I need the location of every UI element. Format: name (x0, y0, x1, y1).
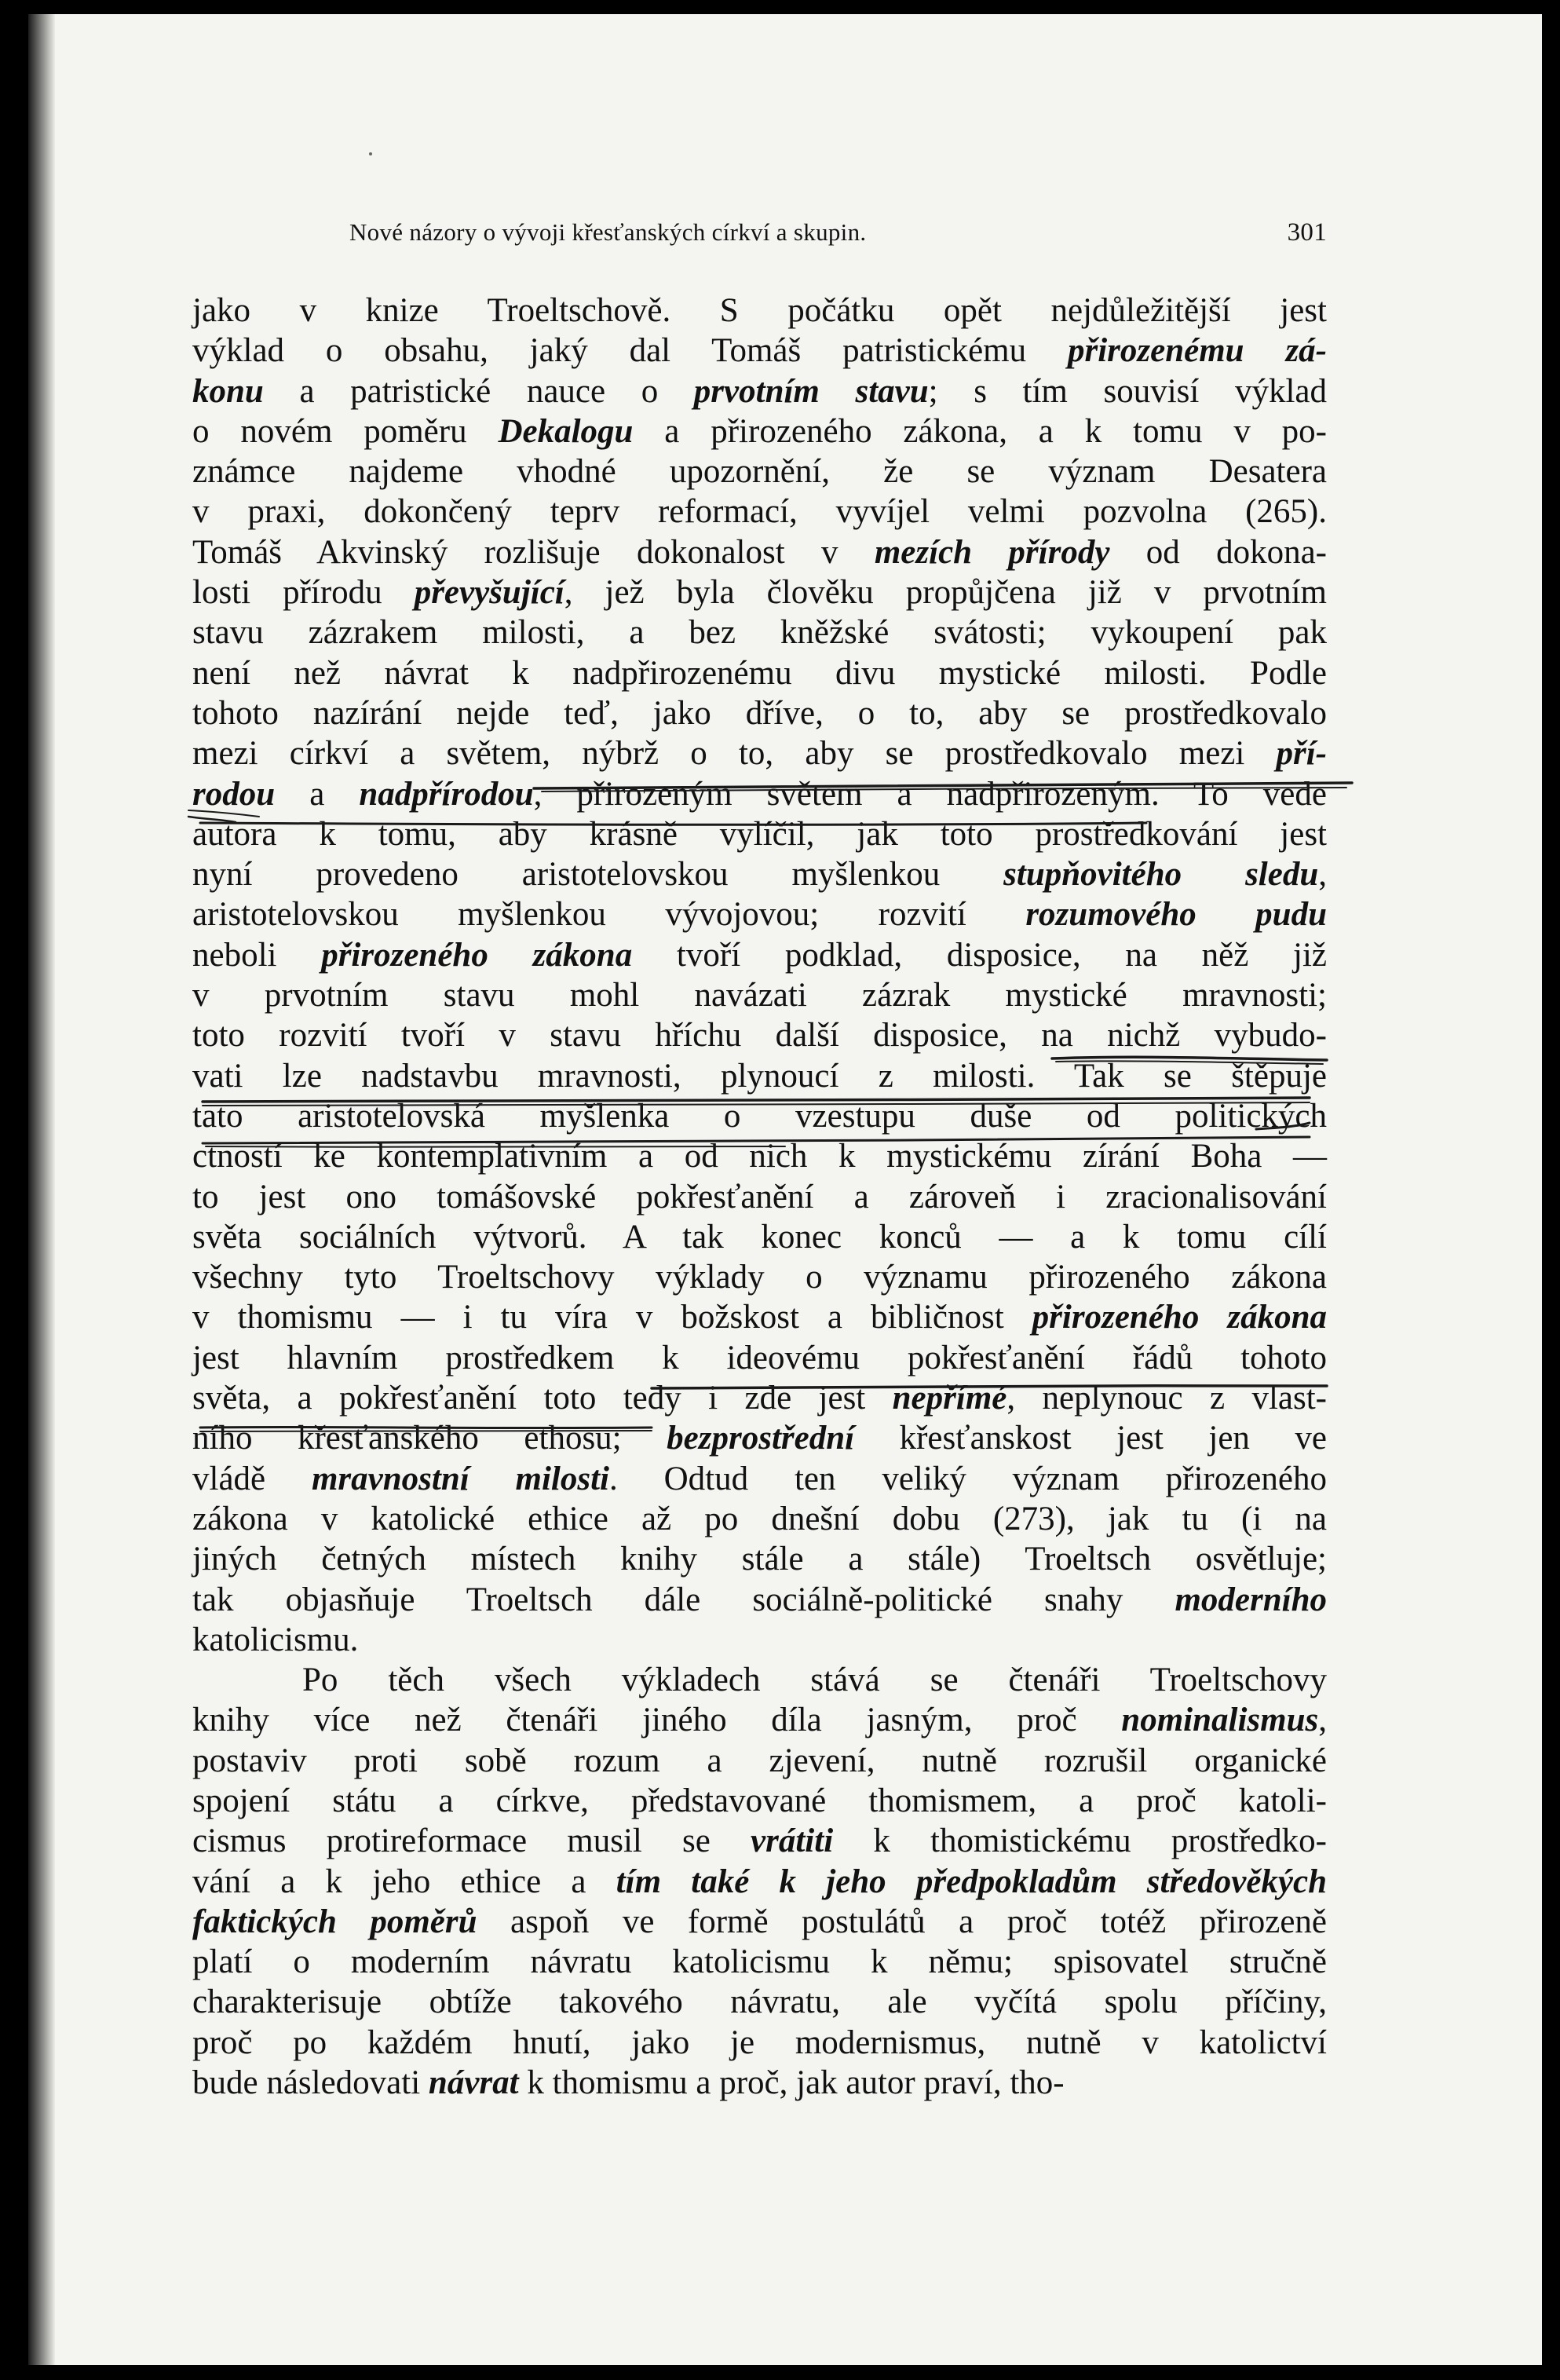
text-line (192, 1539, 1327, 1579)
text-line (192, 532, 1327, 572)
text-line (192, 733, 1327, 773)
text-run: neboli (192, 936, 322, 974)
text-run: , (1318, 856, 1327, 894)
text-run: a přirozeného zákona, a k tomu v po- (633, 412, 1328, 450)
text-line (192, 572, 1327, 612)
text-line (192, 1015, 1327, 1055)
text-line (192, 1096, 1327, 1136)
emphasized-text: mravnostní milosti (311, 1460, 610, 1497)
text-run: katolicismu. (192, 1621, 359, 1658)
emphasized-text: návrat (428, 2064, 519, 2102)
emphasized-text: nepřímé (892, 1380, 1007, 1417)
text-line (192, 1056, 1327, 1096)
text-line (192, 653, 1327, 693)
text-run: všechny tyto Troeltschovy výklady o významu přirozeného zákona (192, 1259, 1327, 1296)
text-run: k thomistickému prostředko- (833, 1822, 1327, 1860)
emphasized-text: Dekalogu (498, 412, 634, 450)
text-run: vání a k jeho ethice a (192, 1863, 616, 1900)
text-run: tvoří podklad, disposice, na něž již (632, 936, 1328, 974)
text-run: ctností ke kontemplativním a od nich k mystickému zírání Boha — (192, 1138, 1327, 1175)
text-line (192, 1942, 1327, 1982)
emphasized-text: nadpřírodou (359, 775, 534, 813)
text-line (192, 1297, 1327, 1337)
text-run: o novém poměru (192, 412, 499, 450)
text-run: zákona v katolické ethice až po dnešní dobu (273), jak tu (i na (192, 1500, 1327, 1537)
text-run: bude následovati (192, 2064, 429, 2102)
text-run: nyní provedeno aristotelovskou myšlenkou (192, 856, 1004, 894)
text-run: Po těch všech výkladech stává se čtenáři Troeltschovy (302, 1662, 1327, 1699)
emphasized-text: prvotním stavu (693, 372, 929, 410)
text-run: charakterisuje obtíže takového návratu, ale vyčítá spolu příčiny, (192, 1983, 1327, 2021)
text-run: tohoto nazírání nejde teď, jako dříve, o to, aby se prostředkovalo (192, 694, 1327, 732)
text-line (192, 935, 1327, 975)
text-run: postaviv proti sobě rozum a zjevení, nutně rozrušil organické (192, 1742, 1327, 1779)
text-run: platí o moderním návratu katolicismu k němu; spisovatel stručně (192, 1943, 1327, 1981)
text-run: , přirozeným světem a nadpřirozeným. To vede (533, 775, 1327, 813)
text-line (192, 1781, 1327, 1821)
text-run: Tomáš Akvinský rozlišuje dokonalost v (192, 533, 875, 571)
text-line (192, 774, 1327, 814)
emphasized-text: pří- (1276, 735, 1327, 773)
text-run: světa, a pokřesťanění toto tedy i zde jest (192, 1380, 893, 1417)
text-run: známce najdeme vhodné upozornění, že se význam Desatera (192, 453, 1327, 491)
text-run: aspoň ve formě postulátů a proč totéž přirozeně (477, 1903, 1327, 1940)
running-head-title: Nové názory o vývoji křesťanských církví a skupin. (349, 218, 867, 246)
page-number: 301 (1287, 218, 1327, 247)
text-line (192, 1821, 1327, 1861)
text-line (192, 1136, 1327, 1176)
text-run: jako v knize Troeltschově. S počátku opět nejdůležitější jest (192, 292, 1327, 329)
text-line (192, 854, 1327, 894)
text-line (192, 894, 1327, 934)
text-line (192, 1660, 1327, 1700)
text-line (192, 452, 1327, 492)
emphasized-text: rozumového pudu (1025, 896, 1327, 934)
text-run: výklad o obsahu, jaký dal Tomáš patristickému (192, 332, 1068, 370)
text-run: cismus protireformace musil se (192, 1822, 751, 1860)
text-line (192, 492, 1327, 532)
text-line (192, 975, 1327, 1015)
text-run: v prvotním stavu mohl navázati zázrak mystické mravnosti; (192, 977, 1327, 1015)
text-line (192, 1338, 1327, 1378)
text-line (192, 612, 1327, 653)
text-run: světa sociálních výtvorů. A tak konec konců — a k tomu cílí (192, 1218, 1327, 1256)
text-run: autora k tomu, aby krásně vylíčil, jak toto prostředkování jest (192, 815, 1327, 853)
text-line (192, 291, 1327, 331)
text-run: ního křesťanského ethosu; (192, 1420, 667, 1457)
text-line (192, 1177, 1327, 1217)
text-run: stavu zázrakem milosti, a bez kněžské svátosti; vykoupení pak (192, 614, 1327, 652)
text-line (192, 2023, 1327, 2063)
emphasized-text: rodou (192, 775, 276, 813)
text-run: , neplynouc z vlast- (1007, 1380, 1327, 1417)
text-line (192, 1700, 1327, 1740)
text-run: a (275, 775, 360, 813)
emphasized-text: převyšující (414, 574, 564, 612)
text-line (192, 1418, 1327, 1458)
text-line (192, 814, 1327, 854)
text-line (192, 331, 1327, 371)
text-run: . Odtud ten veliký význam přirozeného (609, 1460, 1327, 1497)
text-run: to jest ono tomášovské pokřesťanění a zároveň i zracionalisování (192, 1178, 1327, 1216)
text-line (192, 1459, 1327, 1499)
text-run: v thomismu — i tu víra v božskost a bibličnost (192, 1299, 1032, 1336)
text-run: vládě (192, 1460, 312, 1497)
emphasized-text: přirozeného zákona (321, 936, 633, 974)
text-run: knihy více než čtenáři jiného díla jasným, proč (192, 1702, 1122, 1739)
emphasized-text: mezích přírody (874, 533, 1110, 571)
text-run: spojení státu a církve, představované thomismem, a proč katoli- (192, 1782, 1327, 1819)
text-line (192, 693, 1327, 733)
text-run: toto rozvití tvoří v stavu hříchu další disposice, na nichž vybudo- (192, 1017, 1327, 1055)
text-run: losti přírodu (192, 574, 415, 612)
text-run: k thomismu a proč, jak autor praví, tho- (518, 2064, 1065, 2102)
text-run: a patristické nauce o (263, 372, 694, 410)
text-line (192, 1580, 1327, 1620)
emphasized-text: přirozenému zá- (1067, 332, 1327, 370)
text-run: vati lze nadstavbu mravnosti, plynoucí z milosti. Tak se štěpuje (192, 1057, 1327, 1095)
emphasized-text: přirozeného zákona (1032, 1299, 1327, 1336)
emphasized-text: nominalismus (1121, 1702, 1319, 1739)
text-run: od dokona- (1109, 533, 1328, 571)
text-run: aristotelovskou myšlenkou vývojovou; rozvití (192, 896, 1026, 934)
emphasized-text: stupňovitého sledu (1003, 856, 1319, 894)
text-line (192, 1257, 1327, 1297)
emphasized-text: konu (192, 372, 264, 410)
text-run: křesťanskost jest jen ve (854, 1420, 1328, 1457)
text-line (192, 1982, 1327, 2022)
body-text (192, 291, 1327, 2103)
text-line (192, 1741, 1327, 1781)
text-run: mezi církví a světem, nýbrž o to, aby se prostředkovalo mezi (192, 735, 1277, 773)
emphasized-text: faktických poměrů (192, 1903, 477, 1940)
emphasized-text: tím také k jeho předpokladům středověkých (616, 1863, 1327, 1900)
text-run: v praxi, dokončený teprv reformací, vyvíjel velmi pozvolna (265). (192, 493, 1327, 531)
page-binding-edge (28, 14, 55, 2365)
text-line (192, 411, 1327, 452)
text-line (192, 1217, 1327, 1257)
emphasized-text: vrátiti (751, 1822, 834, 1860)
text-run: ; s tím souvisí výklad (928, 372, 1327, 410)
text-run: jiných četných místech knihy stále a stále) Troeltsch osvětluje; (192, 1541, 1327, 1578)
text-run: tato aristotelovská myšlenka o vzestupu duše od politických (192, 1097, 1327, 1135)
text-line (192, 1378, 1327, 1418)
text-run: , (1318, 1702, 1327, 1739)
text-run: tak objasňuje Troeltsch dále sociálně-politické snahy (192, 1581, 1175, 1618)
text-line (192, 2063, 1327, 2103)
text-line (192, 1862, 1327, 1902)
text-run: jest hlavním prostředkem k ideovému pokřesťanění řádů tohoto (192, 1339, 1327, 1376)
text-line (192, 1620, 1327, 1660)
speck (369, 152, 372, 155)
text-line (192, 1499, 1327, 1539)
text-run: proč po každém hnutí, jako je modernismus, nutně v katolictví (192, 2024, 1327, 2061)
text-line (192, 371, 1327, 411)
text-line (192, 1902, 1327, 1942)
emphasized-text: moderního (1175, 1581, 1327, 1618)
emphasized-text: bezprostřední (667, 1420, 855, 1457)
text-run: , jež byla člověku propůjčena již v prvotním (564, 574, 1327, 612)
running-head (349, 218, 1327, 258)
text-run: není než návrat k nadpřirozenému divu mystické milosti. Podle (192, 654, 1327, 692)
